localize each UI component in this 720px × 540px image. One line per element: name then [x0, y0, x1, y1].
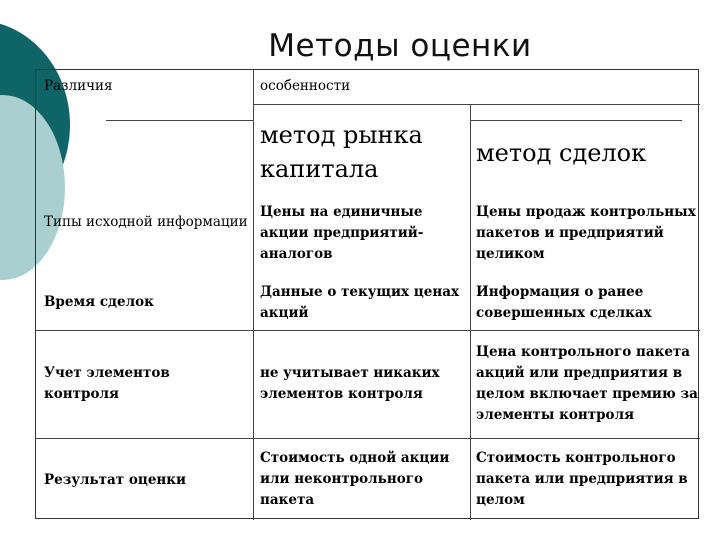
- row-label: Время сделок: [44, 294, 154, 310]
- method-deals-heading: метод сделок: [476, 139, 647, 167]
- header-differences: Различия: [44, 78, 113, 94]
- table-divider: [36, 330, 700, 331]
- cell-market: Данные о текущих ценах акций: [260, 284, 459, 321]
- cell-market: Стоимость одной акции или неконтрольного пакета: [260, 450, 450, 508]
- cell-market: не учитывает никаких элементов контроля: [260, 365, 440, 402]
- method-market-heading: метод рынка капитала: [260, 121, 423, 183]
- cell-deals: Стоимость контрольного пакета или предприятия в целом: [476, 450, 688, 508]
- page-title: Методы оценки: [268, 28, 532, 64]
- table-divider: [106, 120, 253, 121]
- cell-deals: Информация о ранее совершенных сделках: [476, 284, 652, 321]
- comparison-table: [35, 69, 699, 519]
- row-label: Учет элементов контроля: [44, 365, 170, 402]
- cell-market: Цены на единичные акции предприятий-аналогов: [260, 204, 424, 262]
- table-divider: [253, 104, 700, 105]
- row-label: Типы исходной информации: [44, 214, 248, 230]
- cell-deals: Цена контрольного пакета акций или предприятия в целом включает премию за элементы контроля: [476, 344, 698, 423]
- table-divider: [253, 70, 254, 520]
- header-features: особенности: [260, 78, 351, 94]
- row-label: Результат оценки: [44, 472, 187, 488]
- cell-deals: Цены продаж контрольных пакетов и предприятий целиком: [476, 204, 696, 262]
- table-divider: [470, 104, 471, 520]
- table-divider: [470, 120, 682, 121]
- table-divider: [36, 438, 700, 439]
